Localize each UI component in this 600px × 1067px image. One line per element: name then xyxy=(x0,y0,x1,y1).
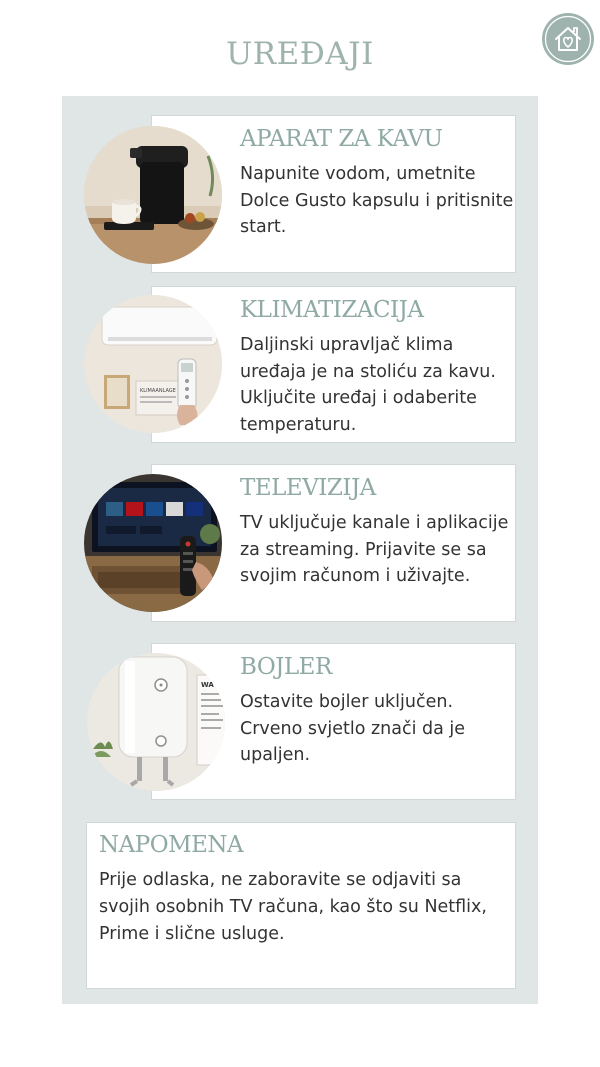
device-description: Daljinski upravljač klima uređaja je na stoliću za kavu. Uključite uređaj i odaberite temperaturu. xyxy=(240,335,496,435)
note-text: Prije odlaska, ne zaboravite se odjaviti sa svojih osobnih TV računa, kao što su Netflix, Prime i slične usluge. xyxy=(99,870,487,944)
device-title: BOJLER xyxy=(240,654,332,680)
device-title: KLIMATIZACIJA xyxy=(240,297,424,323)
television-image xyxy=(84,474,222,612)
air-conditioner-image xyxy=(84,295,222,433)
coffee-machine-image xyxy=(84,126,222,264)
ac-sign-text: KLIMAANLAGE xyxy=(140,388,176,394)
page-title: UREĐAJI xyxy=(226,36,374,72)
device-description: Ostavite bojler uključen. Crveno svjetlo znači da je upaljen. xyxy=(240,692,466,765)
heater-sign-text: WA xyxy=(201,681,214,689)
device-title: TELEVIZIJA xyxy=(240,475,376,501)
note-box xyxy=(86,822,516,989)
note-title: NAPOMENA xyxy=(99,832,244,858)
device-title: APARAT ZA KAVU xyxy=(240,126,443,152)
boiler-image xyxy=(87,653,225,791)
device-description: TV uključuje kanale i aplikacije za streaming. Prijavite se sa svojim računom i uživajte. xyxy=(240,513,509,586)
device-description: Napunite vodom, umetnite Dolce Gusto kapsulu i pritisnite start. xyxy=(240,164,514,237)
